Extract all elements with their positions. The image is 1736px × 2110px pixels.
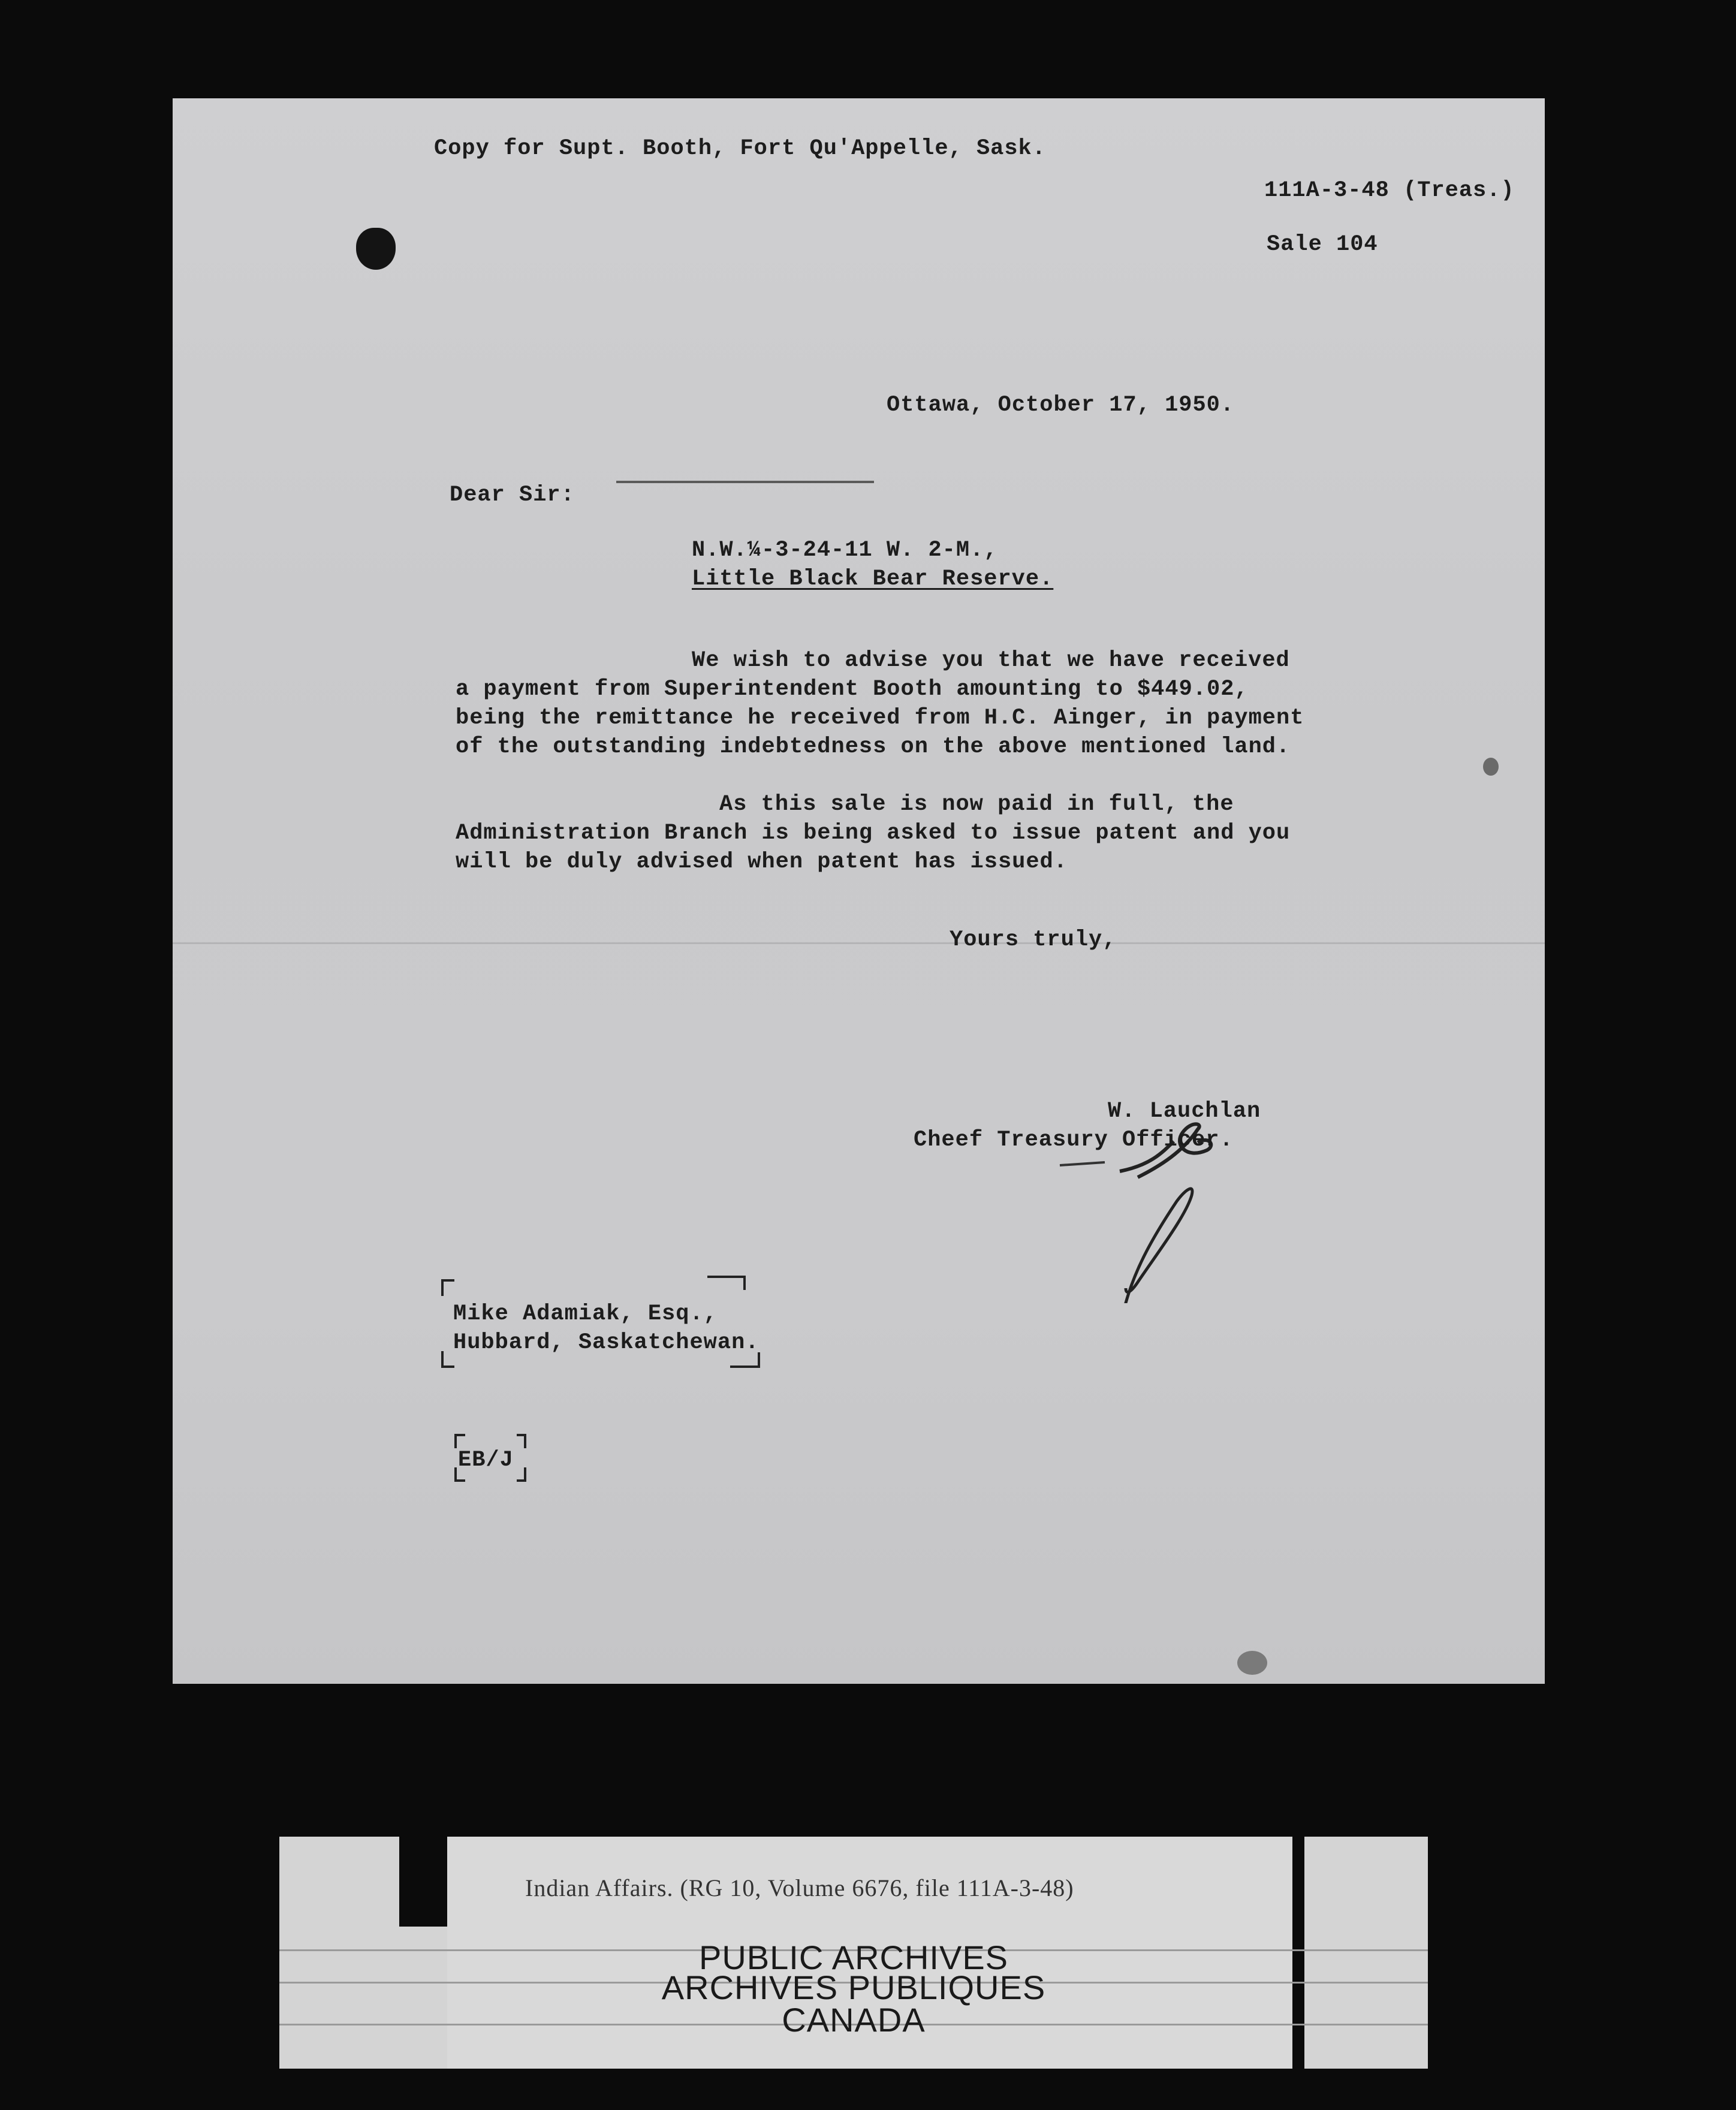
addressee-line1: Mike Adamiak, Esq., [453, 1301, 718, 1327]
bracket-mark [517, 1434, 526, 1448]
para1-line4: of the outstanding indebtedness on the above mentioned land. [456, 734, 1291, 759]
bracket-mark [454, 1467, 465, 1482]
typist-initials: EB/J [458, 1448, 514, 1473]
punch-mark-bottom [1237, 1651, 1267, 1675]
bracket-mark [454, 1434, 465, 1448]
closing: Yours truly, [950, 927, 1117, 952]
sale-number: Sale 104 [1267, 232, 1378, 257]
para1-line2: a payment from Superintendent Booth amounting to $449.02, [456, 677, 1249, 702]
salutation: Dear Sir: [450, 483, 575, 508]
archive-line-1: PUBLIC ARCHIVES [698, 1939, 1009, 1976]
bracket-mark [707, 1276, 746, 1290]
bracket-mark [517, 1467, 526, 1482]
pencil-dash [616, 481, 874, 483]
bracket-mark [441, 1351, 454, 1368]
signer-title: Cheef Treasury Officer. [914, 1128, 1234, 1153]
signer-name: W. Lauchlan [1108, 1099, 1261, 1124]
archive-line-3: CANADA [782, 2001, 926, 2039]
ink-blot [356, 228, 396, 270]
para2-line1: As this sale is now paid in full, the [719, 792, 1234, 817]
para2-line2: Administration Branch is being asked to issue patent and you [456, 821, 1291, 846]
archive-line-2: ARCHIVES PUBLIQUES [661, 1969, 1046, 2006]
subject-line-2: Little Black Bear Reserve. [692, 566, 1054, 592]
archive-reference: Indian Affairs. (RG 10, Volume 6676, file 111A-3-48) [525, 1874, 1074, 1901]
label-notch [399, 1837, 447, 1927]
fold-line [173, 942, 1545, 944]
para2-line3: will be duly advised when patent has issued. [456, 849, 1068, 875]
para1-line3: being the remittance he received from H.C. Ainger, in payment [456, 706, 1304, 731]
letter-page [173, 98, 1545, 1684]
addressee-line2: Hubbard, Saskatchewan. [453, 1330, 760, 1355]
archive-label [279, 1837, 1428, 2069]
copy-line: Copy for Supt. Booth, Fort Qu'Appelle, Sask. [434, 136, 1046, 161]
subject-line-1: N.W.¼-3-24-11 W. 2-M., [692, 538, 998, 563]
bracket-mark [730, 1352, 760, 1368]
punch-mark [1483, 758, 1499, 776]
bracket-mark [441, 1279, 454, 1296]
file-reference: 111A-3-48 (Treas.) [1264, 178, 1515, 203]
para1-line1: We wish to advise you that we have received [692, 648, 1290, 673]
date-line: Ottawa, October 17, 1950. [887, 393, 1235, 418]
